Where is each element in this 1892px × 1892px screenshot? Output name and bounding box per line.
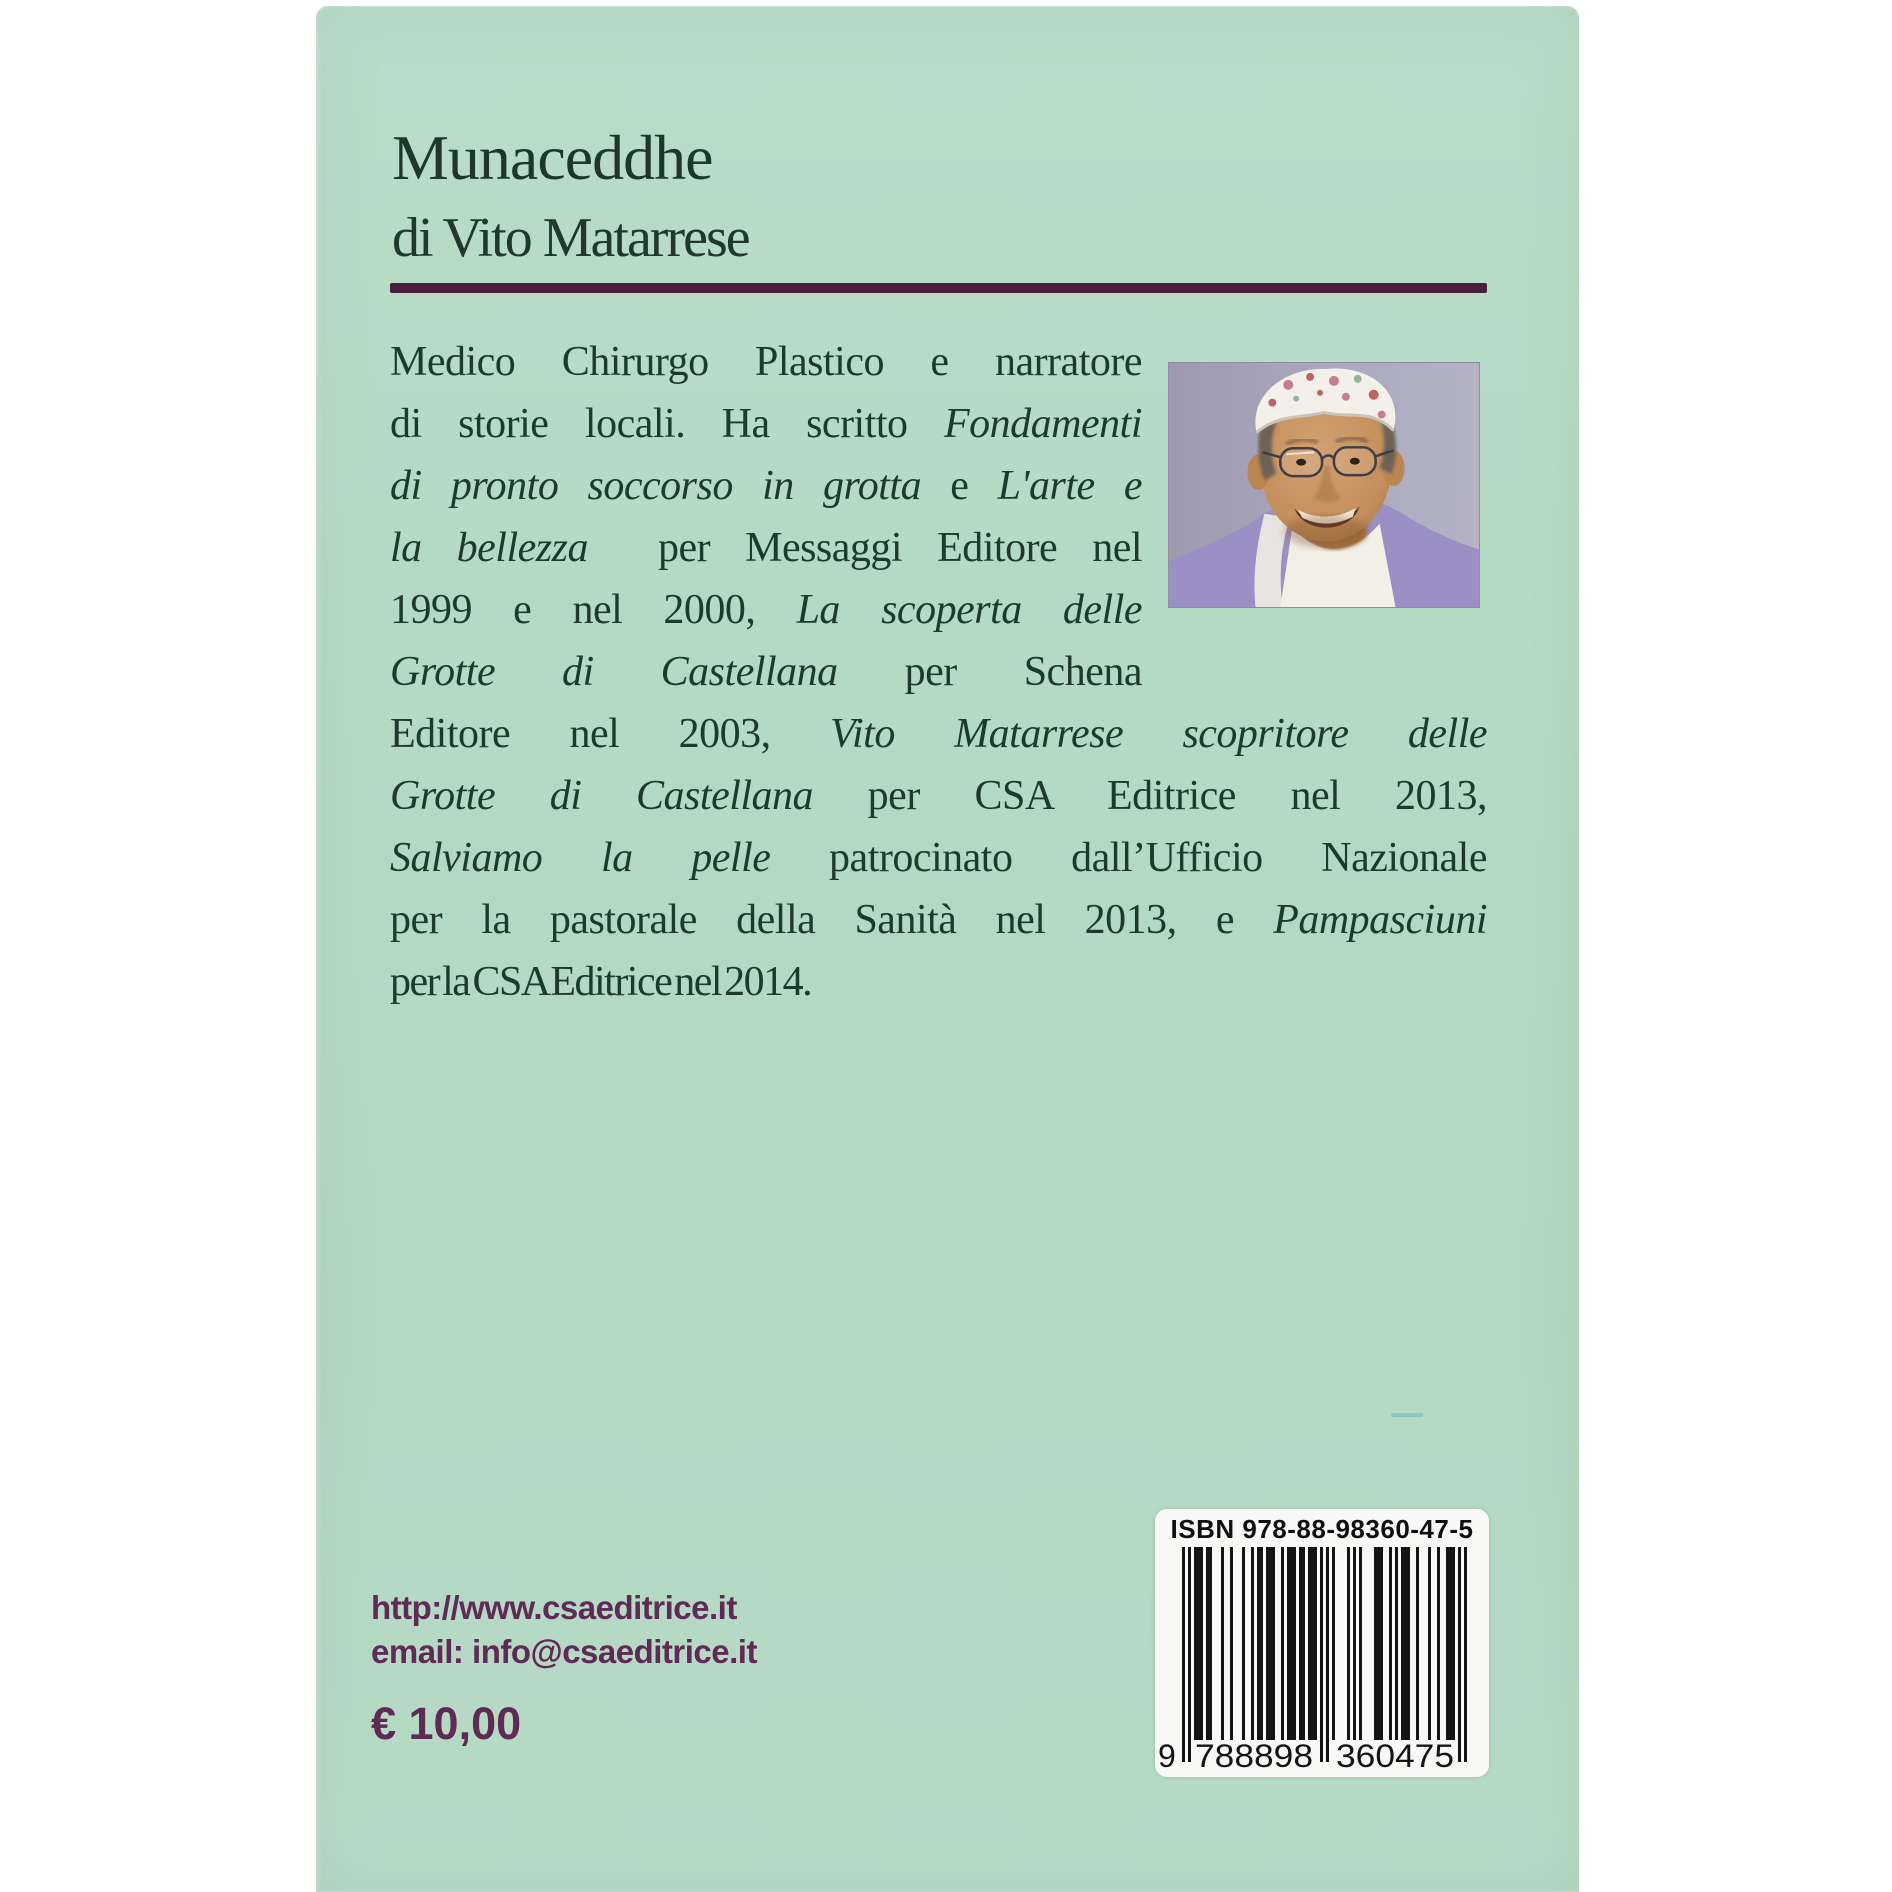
- barcode-bar: [1290, 1547, 1293, 1740]
- barcode-bar: [1428, 1547, 1431, 1740]
- barcode-bar: [1407, 1547, 1410, 1740]
- bio-segment: e: [921, 463, 998, 509]
- bio-segment: per Schena: [837, 649, 1142, 695]
- barcode-digits: 360475: [1336, 1738, 1454, 1774]
- isbn-number: ISBN 978-88-98360-47-5: [1170, 1514, 1474, 1544]
- barcode-bar: [1299, 1547, 1302, 1740]
- bio-line: [390, 393, 1142, 455]
- bio-segment: per CSA Editrice nel 2013,: [813, 773, 1487, 819]
- bio-segment: 1999 e nel 2000,: [390, 587, 797, 633]
- barcode-digits: 9: [1158, 1738, 1176, 1774]
- bio-segment: L'arte e: [997, 463, 1142, 509]
- barcode-bar: [1326, 1547, 1329, 1762]
- bio-segment: per Messaggi Editore nel: [587, 525, 1143, 571]
- bio-segment: Salviamo la pelle: [390, 835, 771, 881]
- author-photo: [1168, 362, 1480, 608]
- publisher-website: http://www.csaeditrice.it: [371, 1589, 737, 1626]
- barcode-bar: [1320, 1547, 1323, 1762]
- barcode-bar: [1242, 1547, 1245, 1740]
- barcode-bar: [1404, 1547, 1407, 1740]
- bio-line: [390, 331, 1142, 393]
- price: € 10,00: [371, 1698, 522, 1749]
- barcode-bar: [1182, 1547, 1185, 1762]
- barcode-bar: [1230, 1547, 1233, 1740]
- bio-segment: di pronto soccorso in grotta: [390, 463, 922, 509]
- publisher-email: email: info@csaeditrice.it: [371, 1633, 757, 1670]
- barcode-bar: [1377, 1547, 1380, 1740]
- barcode-bar: [1221, 1547, 1224, 1740]
- barcode-bar: [1308, 1547, 1311, 1740]
- ean13-barcode: [1155, 1509, 1489, 1777]
- bio-line: [390, 641, 1142, 703]
- barcode-bar: [1251, 1547, 1254, 1740]
- bio-segment: Editore nel 2003,: [390, 711, 830, 757]
- bio-segment: La scoperta delle: [796, 587, 1143, 633]
- barcode-bar: [1353, 1547, 1356, 1740]
- barcode-bar: [1197, 1547, 1200, 1740]
- barcode-bar: [1458, 1547, 1461, 1762]
- bio-segment: Fondamenti: [944, 401, 1142, 447]
- barcode-bar: [1260, 1547, 1263, 1740]
- barcode-bar: [1266, 1547, 1269, 1740]
- barcode-bar: [1194, 1547, 1197, 1740]
- bio-line: [390, 827, 1487, 889]
- barcode-bar: [1272, 1547, 1275, 1740]
- eye-right: [1350, 458, 1360, 465]
- bio-line: [390, 517, 1142, 579]
- barcode-bar: [1188, 1547, 1191, 1762]
- bio-line: [390, 951, 1487, 1013]
- bio-segment: Grotte di Castellana: [390, 649, 838, 695]
- barcode-bar: [1314, 1547, 1317, 1740]
- scan-artifact-mark: [1391, 1413, 1423, 1417]
- barcode-bar: [1269, 1547, 1272, 1740]
- book-title: Munaceddhe: [392, 122, 713, 193]
- barcode-bar: [1209, 1547, 1212, 1740]
- author-photo-illustration: [1169, 363, 1479, 607]
- barcode-bar: [1401, 1547, 1404, 1740]
- bio-segment: per la CSA Editrice nel 2014.: [390, 959, 812, 1005]
- barcode-bar: [1374, 1547, 1377, 1740]
- eye-left: [1296, 459, 1306, 466]
- barcode-bar: [1395, 1547, 1398, 1740]
- bio-segment: di storie locali. Ha scritto: [390, 401, 945, 447]
- barcode-bar: [1302, 1547, 1305, 1740]
- barcode-bar: [1347, 1547, 1350, 1740]
- bio-segment: patrocinato dall’Ufficio Nazionale: [770, 835, 1487, 881]
- isbn-barcode-label: [1155, 1509, 1489, 1777]
- barcode-bar: [1464, 1547, 1467, 1762]
- barcode-bar: [1293, 1547, 1296, 1740]
- bio-segment: Grotte di Castellana: [390, 773, 814, 819]
- bio-segment: Pampasciuni: [1273, 897, 1487, 943]
- barcode-bar: [1449, 1547, 1452, 1740]
- bio-segment: Medico Chirurgo Plastico e narratore: [390, 339, 1142, 385]
- bio-line: [390, 579, 1142, 641]
- publisher-contact: [371, 1586, 757, 1674]
- barcode-bar: [1416, 1547, 1419, 1740]
- barcode-bar: [1206, 1547, 1209, 1740]
- bio-line: [390, 765, 1487, 827]
- barcode-bar: [1389, 1547, 1392, 1740]
- barcode-bar: [1311, 1547, 1314, 1740]
- barcode-bar: [1257, 1547, 1260, 1740]
- barcode-bar: [1281, 1547, 1284, 1740]
- barcode-digits: 788898: [1195, 1738, 1313, 1774]
- barcode-bar: [1437, 1547, 1440, 1740]
- barcode-bar: [1332, 1547, 1335, 1740]
- barcode-bar: [1452, 1547, 1455, 1740]
- bio-line: [390, 455, 1142, 517]
- barcode-bar: [1200, 1547, 1203, 1740]
- barcode-bar: [1359, 1547, 1362, 1740]
- book-author-byline: di Vito Matarrese: [392, 207, 749, 269]
- bio-line: [390, 703, 1487, 765]
- book-back-cover: [316, 6, 1579, 1892]
- bio-segment: Vito Matarrese scopritore delle: [829, 711, 1487, 757]
- chin-shadow: [1284, 516, 1367, 548]
- barcode-bar: [1446, 1547, 1449, 1740]
- bio-line: [390, 889, 1487, 951]
- barcode-bar: [1380, 1547, 1383, 1740]
- barcode-bar: [1287, 1547, 1290, 1740]
- bio-segment: la bellezza: [390, 525, 588, 571]
- bio-segment: per la pastorale della Sanità nel 2013, e: [390, 897, 1274, 943]
- divider-rule: [390, 283, 1487, 293]
